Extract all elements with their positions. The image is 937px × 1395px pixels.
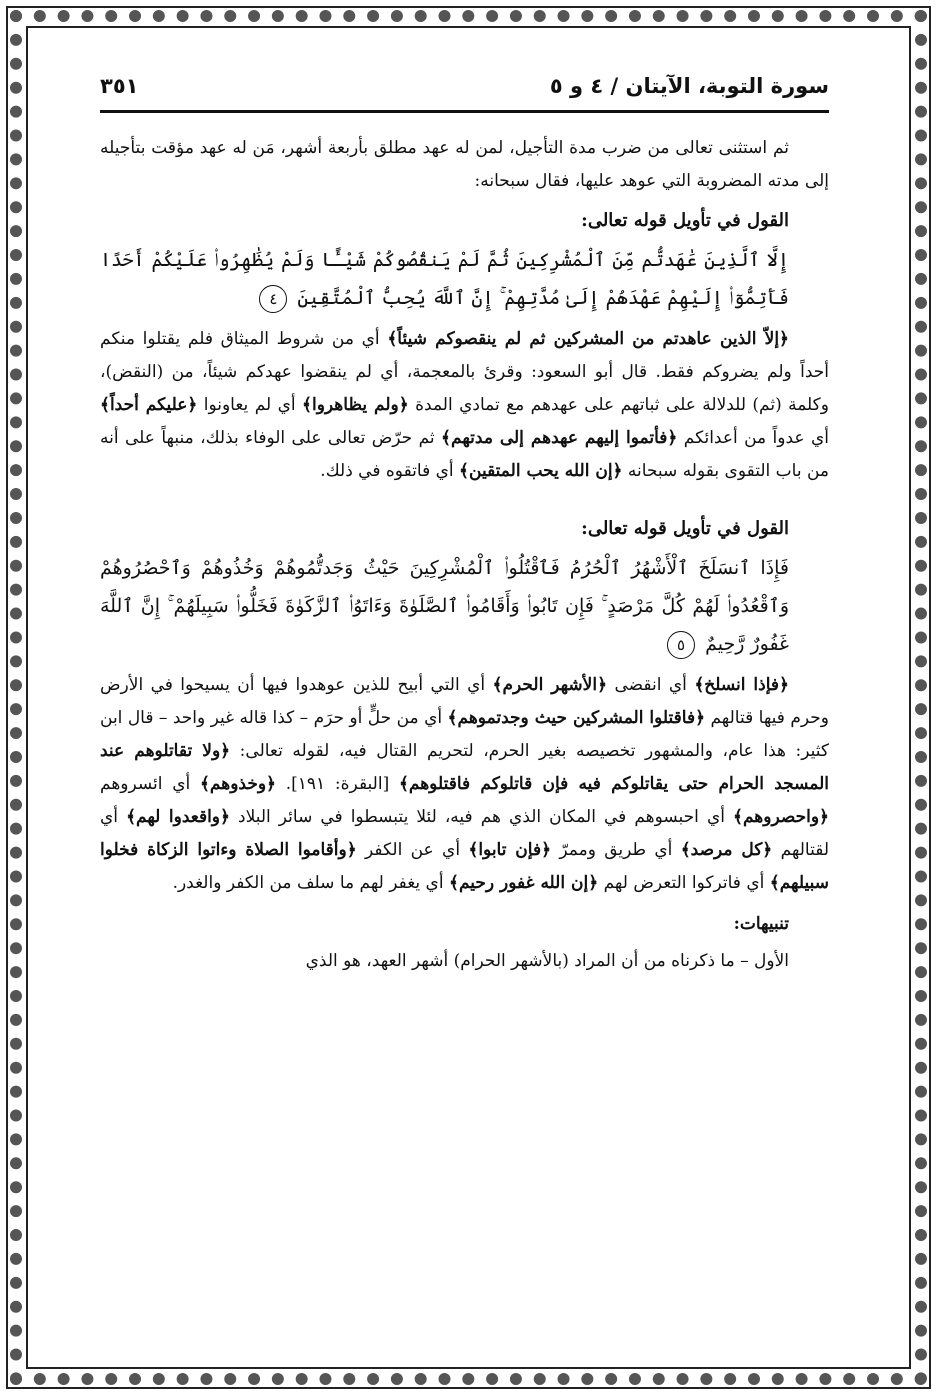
- commentary-text: [البقرة: ١٩١].: [276, 774, 399, 794]
- note-paragraph-1: الأول – ما ذكرناه من أن المراد (بالأشهر الحرام) أشهر العهد، هو الذي: [305, 951, 789, 971]
- quote: ﴿ولم يظاهروا﴾: [302, 395, 409, 415]
- quote: ﴿الأشهر الحرم﴾: [492, 675, 608, 695]
- quote: ﴿وأقاموا الصلاة وءاتوا الزكاة فخلوا سبيلهم﴾: [100, 840, 829, 893]
- quote: ﴿فإن تابوا﴾: [468, 840, 552, 860]
- intro-paragraph: ثم استثنى تعالى من ضرب مدة التأجيل، لمن له عهد مطلق بأربعة أشهر، مَن له عهد مؤقت بتأجيله إلى مدته المضروبة التي عوهد عليها، فقال سبحانه:: [100, 138, 829, 191]
- verse-text-2: فَإِذَا ٱنسَلَخَ ٱلْأَشْهُرُ ٱلْحُرُمُ فَٱقْتُلُوا۟ ٱلْمُشْرِكِينَ حَيْثُ وَجَدتُّمُوهُمْ وَخُذُوهُمْ وَٱحْصُرُوهُمْ وَٱقْعُدُوا۟ لَهُمْ كُلَّ مَرْصَدٍ ۚ فَإِن تَابُوا۟ وَأَقَامُوا۟ ٱلصَّلَوٰةَ وَءَاتَوُا۟ ٱلزَّكَوٰةَ فَخَلُّوا۟ سَبِيلَهُمْ ۚ إِنَّ ٱللَّهَ غَفُورٌ رَّحِيمٌ: [100, 557, 789, 655]
- running-title: سورة التوبة، الآيتان / ٤ و ٥: [549, 74, 829, 98]
- commentary-text: أي انقضى: [607, 675, 695, 695]
- commentary-text: أي ائسروهم: [100, 774, 200, 794]
- page-body: [100, 132, 829, 978]
- quote: ﴿فإذا انسلخ﴾: [694, 675, 789, 695]
- quote: ﴿عليكم أحداً﴾: [100, 395, 198, 415]
- commentary-text: أي من حلٍّ أو حرَم – كذا قاله غير واحد – قال ابن كثير: هذا عام، والمشهور تخصيصه بغير الحرم، لتحريم القتال فيه، لقوله تعالى:: [100, 708, 829, 761]
- quote: ﴿كل مرصد﴾: [680, 840, 773, 860]
- quote: ﴿فأتموا إليهم عهدهم إلى مدتهم﴾: [441, 428, 678, 448]
- quote: ﴿واقعدوا لهم﴾: [126, 807, 230, 827]
- spacer: [100, 488, 829, 506]
- section-heading-2: القول في تأويل قوله تعالى:: [581, 518, 789, 539]
- verse-block-1: [100, 241, 789, 317]
- header-rule: [100, 110, 829, 113]
- commentary-text: أي احبسوهم في المكان الذي هم فيه، لئلا يتبسطوا في سائر البلاد: [229, 807, 734, 827]
- section-heading-1: القول في تأويل قوله تعالى:: [581, 210, 789, 231]
- commentary-paragraph-1: [100, 323, 829, 488]
- quote: ﴿وخذوهم﴾: [199, 774, 277, 794]
- commentary-text: أي لقتالهم: [100, 807, 830, 860]
- quote: ﴿فاقتلوا المشركين حيث وجدتموهم﴾: [447, 708, 706, 728]
- quote: ﴿إن الله غفور رحيم﴾: [449, 873, 599, 893]
- page-number: ٣٥١: [100, 74, 139, 98]
- ayah-number-1: ٤: [259, 285, 287, 313]
- commentary-text: أي عن الكفر: [356, 840, 469, 860]
- commentary-paragraph-2: [100, 669, 829, 900]
- verse-block-2: [100, 549, 789, 663]
- quote: ﴿واحصروهم﴾: [733, 807, 829, 827]
- quote: ﴿إلاّ الذين عاهدتم من المشركين ثم لم ينقصوكم شيئاً﴾: [387, 329, 790, 349]
- commentary-text: أي طريق وممرّ: [551, 840, 681, 860]
- commentary-text: أي فاتقوه في ذلك.: [320, 461, 460, 481]
- commentary-text: ثم حرّض تعالى على الوفاء بذلك، منبهاً على أنه من باب التقوى بقوله سبحانه: [100, 428, 829, 481]
- commentary-text: أي عدواً من أعدائكم: [677, 428, 829, 448]
- quote: ﴿إن الله يحب المتقين﴾: [459, 461, 623, 481]
- quote: ﴿ولا تقاتلوهم عند المسجد الحرام حتى يقاتلوكم فيه فإن قاتلوكم فاقتلوهم﴾: [100, 741, 829, 794]
- ayah-number-2: ٥: [667, 631, 695, 659]
- page-header: [100, 72, 829, 112]
- commentary-text: أي من شروط الميثاق فلم يقتلوا منكم أحداً ولم يضروكم فقط. قال أبو السعود: وقرئ بالمعجمة، أي لم ينقضوا عهدكم شيئاً، من (النقض)، وكلمة (ثم) للدلالة على ثباتهم على عهدهم مع تمادي المدة: [100, 329, 829, 415]
- commentary-text: أي يغفر لهم ما سلف من الكفر والغدر.: [172, 873, 449, 893]
- notes-heading: تنبيهات:: [733, 914, 789, 934]
- commentary-text: أي فاتركوا التعرض لهم: [598, 873, 770, 893]
- verse-text-1: إِلَّا ٱلَّذِينَ عَٰهَدتُّم مِّنَ ٱلْمُشْرِكِينَ ثُمَّ لَمْ يَنقُصُوكُمْ شَيْـًٔا وَلَمْ يُظَٰهِرُوا۟ عَلَيْكُمْ أَحَدًا فَأَتِمُّوٓا۟ إِلَيْهِمْ عَهْدَهُمْ إِلَىٰ مُدَّتِهِمْ ۚ إِنَّ ٱللَّهَ يُحِبُّ ٱلْمُتَّقِينَ: [100, 249, 789, 309]
- commentary-text: أي التي أبيح للذين عوهدوا فيها أن يسيحوا في الأرض وحرم فيها قتالهم: [100, 675, 829, 728]
- commentary-text: أي لم يعاونوا: [197, 395, 303, 415]
